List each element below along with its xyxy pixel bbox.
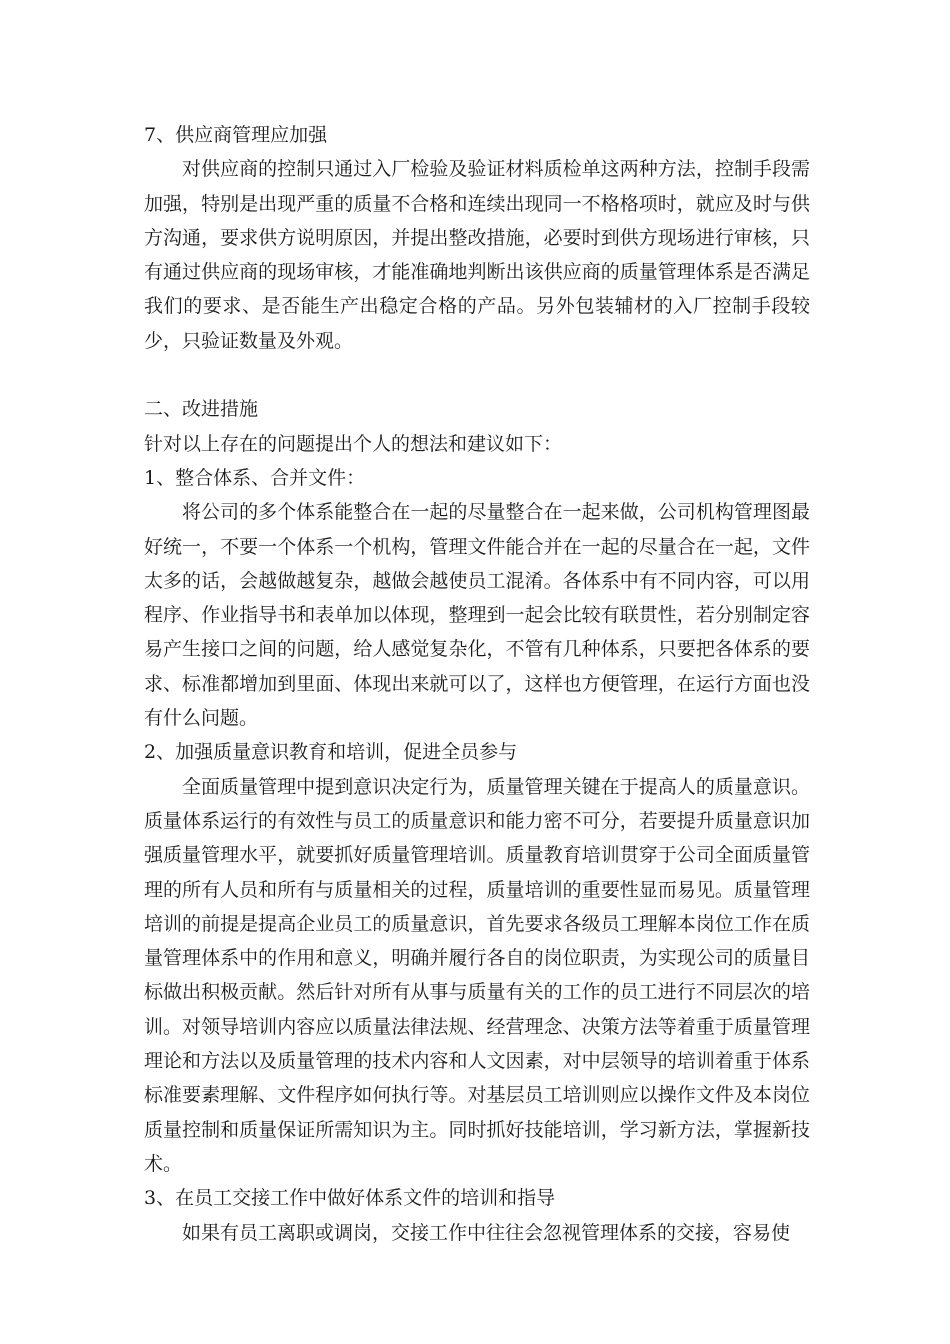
paragraph-intro-suggestions: 针对以上存在的问题提出个人的想法和建议如下： [144, 432, 563, 455]
heading-supplier-management: 7、供应商管理应加强 [144, 124, 328, 146]
heading-improvement-measures: 二、改进措施 [144, 398, 259, 421]
document-body [144, 118, 810, 1250]
blank-line [144, 358, 810, 392]
paragraph-integrate-systems: 将公司的多个体系能整合在一起的尽量整合在一起来做，公司机构管理图最好统一，不要一个体系一个机构，管理文件能合并在一起的尽量合在一起，文件太多的话，会越做越复杂，越做会越使员工混淆。各体系中有不同内容，可以用程序、作业指导书和表单加以体现，整理到一起会比较有联贯性，若分别制定容易产生接口之间的问题，给人感觉复杂化，不管有几种体系，只要把各体系的要求、标准都增加到里面、体现出来就可以了，这样也方便管理，在运行方面也没有什么问题。 [144, 501, 810, 730]
heading-handover-training: 3、在员工交接工作中做好体系文件的培训和指导 [144, 1187, 556, 1210]
paragraph-supplier-control: 对供应商的控制只通过入厂检验及验证材料质检单这两种方法，控制手段需加强，特别是出现严重的质量不合格和连续出现同一不格格项时，就应及时与供方沟通，要求供方说明原因，并提出整改措施，必要时到供方现场进行审核，只有通过供应商的现场审核，才能准确地判断出该供应商的质量管理体系是否满足我们的要求、是否能生产出稳定合格的产品。另外包装辅材的入厂控制手段较少，只验证数量及外观。 [144, 158, 810, 352]
heading-integrate-systems: 1、整合体系、合并文件： [144, 466, 366, 489]
paragraph-quality-training: 全面质量管理中提到意识决定行为，质量管理关键在于提高人的质量意识。质量体系运行的有效性与员工的质量意识和能力密不可分，若要提升质量意识加强质量管理水平，就要抓好质量管理培训。质量教育培训贯穿于公司全面质量管理的所有人员和所有与质量相关的过程，质量培训的重要性显而易见。质量管理培训的前提是提高企业员工的质量意识，首先要求各级员工理解本岗位工作在质量管理体系中的作用和意义，明确并履行各自的岗位职责，为实现公司的质量目标做出积极贡献。然后针对所有从事与质量有关的工作的员工进行不同层次的培训。对领导培训内容应以质量法律法规、经营理念、决策方法等着重于质量管理理论和方法以及质量管理的技术内容和人文因素，对中层领导的培训着重于体系标准要素理解、文件程序如何执行等。对基层员工培训则应以操作文件及本岗位质量控制和质量保证所需知识为主。同时抓好技能培训，学习新方法，掌握新技术。 [144, 775, 810, 1175]
paragraph-handover-training: 如果有员工离职或调岗，交接工作中往往会忽视管理体系的交接，容易使 [182, 1221, 791, 1244]
heading-quality-training: 2、加强质量意识教育和培训，促进全员参与 [144, 741, 518, 764]
